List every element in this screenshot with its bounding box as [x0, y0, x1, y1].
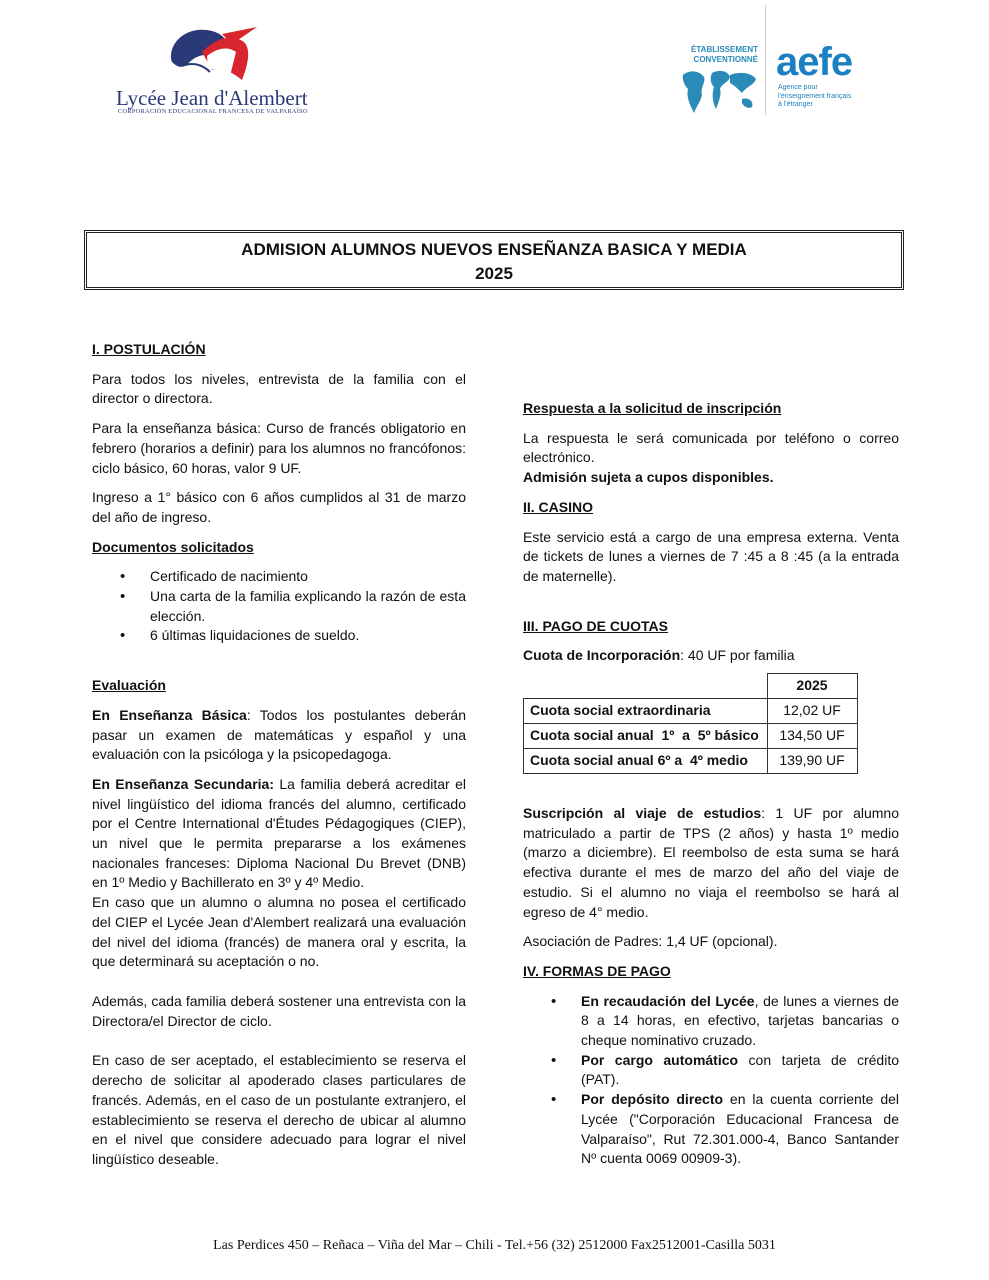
formas-item-bold: Por cargo automático — [581, 1051, 739, 1068]
formas-item — [523, 992, 899, 1051]
docs-item: • Una carta de la familia explicando la razón de esta elección. — [92, 587, 466, 626]
casino-heading: II. CASINO — [523, 498, 594, 515]
fee-value: 134,50 UF — [767, 724, 857, 749]
lycee-logo — [112, 20, 312, 120]
fee-label: Cuota social extraordinaria — [524, 699, 768, 724]
eval-basica — [92, 706, 466, 765]
right-column — [523, 399, 899, 1169]
viaje-label: Suscripción al viaje de estudios — [523, 805, 762, 822]
fees-year-header: 2025 — [767, 674, 857, 699]
left-column — [92, 340, 466, 1170]
etab-line-1: ÉTABLISSEMENT — [691, 45, 758, 54]
postulacion-p1: Para todos los niveles, entrevista de la familia con el director o directora. — [92, 370, 466, 407]
eval-heading: Evaluación — [92, 677, 166, 694]
school-name: Lycée Jean d'Alembert — [116, 86, 308, 110]
formas-item — [523, 1051, 899, 1090]
fee-value: 12,02 UF — [767, 699, 857, 724]
fees-table — [523, 673, 858, 774]
etab-line-2: CONVENTIONNÉ — [693, 55, 758, 64]
formas-item-text: con tarjeta de crédito (PAT). — [581, 1051, 900, 1088]
aefe-logo — [676, 5, 876, 115]
docs-item: • Certificado de nacimiento — [92, 567, 466, 587]
formas-item-bold: Por depósito directo — [581, 1091, 724, 1108]
respuesta-bold: Admisión sujeta a cupos disponibles. — [523, 469, 774, 486]
aefe-subtitle — [778, 84, 858, 110]
logo-divider — [765, 5, 766, 115]
eval-basica-text: : Todos los postulantes deberán pasar un examen de matemáticas y español y una evaluación con la psicóloga y la psicopedagoga. — [92, 706, 467, 763]
aefe-sub-line-3: à l'étranger — [778, 101, 813, 108]
casino-text: Este servicio está a cargo de una empresa externa. Venta de tickets de lunes a viernes de 7 :45 a 8 :45 (a la entrada de maternelle). — [523, 528, 899, 584]
incorporacion — [523, 646, 899, 666]
pago-heading: III. PAGO DE CUOTAS — [523, 617, 668, 634]
formas-list — [523, 992, 899, 1169]
aefe-sub-line-2: l'enseignement français — [778, 92, 852, 100]
aefe-brand: aefe — [776, 40, 853, 84]
lycee-emblem-icon — [162, 22, 272, 86]
viaje-paragraph — [523, 804, 899, 922]
footer-address: Las Perdices 450 – Reñaca – Viña del Mar – Chili - Tel.+56 (32) 2512000 Fax2512001-Casilla 5031 — [213, 1238, 776, 1253]
viaje-text: : 1 UF por alumno matriculado a partir de TPS (2 años) y hasta 1º medio (marzo a diciembre). El reembolso de esta suma se hará efectiva durante el mes de marzo del año del viaje de estudio. Si el alumno no viaja el reembolso se hará al egreso de 4° medio. — [523, 805, 899, 920]
title-line-2: 2025 — [475, 264, 513, 283]
eval-sec-text: La familia deberá acreditar el nivel lingüístico del idioma francés del alumno, certificado por el Centre International d'Études Pédagogiques (CIEP), un nivel que le permita prepararse a los exámenes nacionales franceses: Diploma Nacional Du Brevet (DNB) en 1º Medio y Bachillerato en 3º y 4º Medio. — [92, 775, 466, 891]
incorporacion-label: Cuota de Incorporación — [523, 647, 681, 664]
world-map-icon — [678, 65, 758, 115]
entrevista-paragraph: Además, cada familia deberá sostener una entrevista con la Directora/el Director de ciclo. — [92, 992, 466, 1029]
eval-sec-ciep: En caso que un alumno o alumna no posea el certificado del CIEP el Lycée Jean d'Alembert realizará una evaluación del nivel del idioma (francés) de manera oral y escrita, la que determinará su aceptación o no. — [92, 894, 466, 970]
formas-heading: IV. FORMAS DE PAGO — [523, 962, 671, 979]
postulacion-p3: Ingreso a 1° básico con 6 años cumplidos al 31 de marzo del año de ingreso. — [92, 489, 466, 525]
title-line-1: ADMISION ALUMNOS NUEVOS ENSEÑANZA BASICA Y MEDIA — [241, 240, 747, 259]
fee-label: Cuota social anual 1º a 5º básico — [524, 724, 768, 749]
postulacion-p2: Para la enseñanza básica: Curso de francés obligatorio en febrero (horarios a definir) para los alumnos no francófonos: ciclo básico, 60 horas, valor 9 UF. — [92, 420, 466, 476]
table-row — [524, 699, 858, 724]
eval-sec-label: En Enseñanza Secundaria: — [92, 775, 274, 792]
formas-item-text: , de lunes a viernes de 8 a 14 horas, en efectivo, tarjetas bancarias o cheque nominativo cruzado. — [581, 992, 899, 1049]
eval-secundaria — [92, 775, 466, 893]
docs-heading: Documentos solicitados — [92, 538, 254, 555]
formas-item-text: en la cuenta corriente del Lycée ("Corporación Educacional Francesa de Valparaíso", Rut 72.301.000-4, Banco Santander Nº cuenta 0069 00909-3). — [581, 1091, 899, 1167]
fee-value: 139,90 UF — [767, 749, 857, 774]
respuesta-text: La respuesta le será comunicada por teléfono o correo electrónico. — [523, 429, 899, 466]
school-subtitle: CORPORACIÓN EDUCACIONAL FRANCESA DE VALPARAÍSO — [118, 108, 308, 115]
docs-list — [92, 567, 466, 646]
aceptado-paragraph: En caso de ser aceptado, el establecimiento se reserva el derecho de solicitar al apoderado clases particulares de francés. Además, en el caso de un postulante extranjero, el establecimiento se reserva el derecho de ubicar al alumno en el nivel que considere adecuado para lograr el nivel lingüístico deseable. — [92, 1052, 466, 1167]
aefe-sub-line-1: Agence pour — [778, 84, 818, 91]
eval-basica-label: En Enseñanza Básica — [92, 706, 247, 723]
document-title — [84, 230, 904, 290]
table-row — [524, 749, 858, 774]
etablissement-label — [686, 45, 758, 65]
formas-item-bold: En recaudación del Lycée — [581, 992, 755, 1009]
docs-item: • 6 últimas liquidaciones de sueldo. — [92, 626, 466, 646]
table-row — [524, 724, 858, 749]
incorporacion-text: : 40 UF por familia — [680, 647, 795, 664]
fee-label: Cuota social anual 6º a 4º medio — [524, 749, 768, 774]
fees-header-row — [524, 674, 858, 699]
postulacion-heading: I. POSTULACIÓN — [92, 341, 206, 357]
fees-header-empty — [524, 674, 768, 699]
formas-item — [523, 1090, 899, 1169]
respuesta-heading: Respuesta a la solicitud de inscripción — [523, 400, 782, 416]
asociacion-paragraph: Asociación de Padres: 1,4 UF (opcional). — [523, 933, 778, 950]
